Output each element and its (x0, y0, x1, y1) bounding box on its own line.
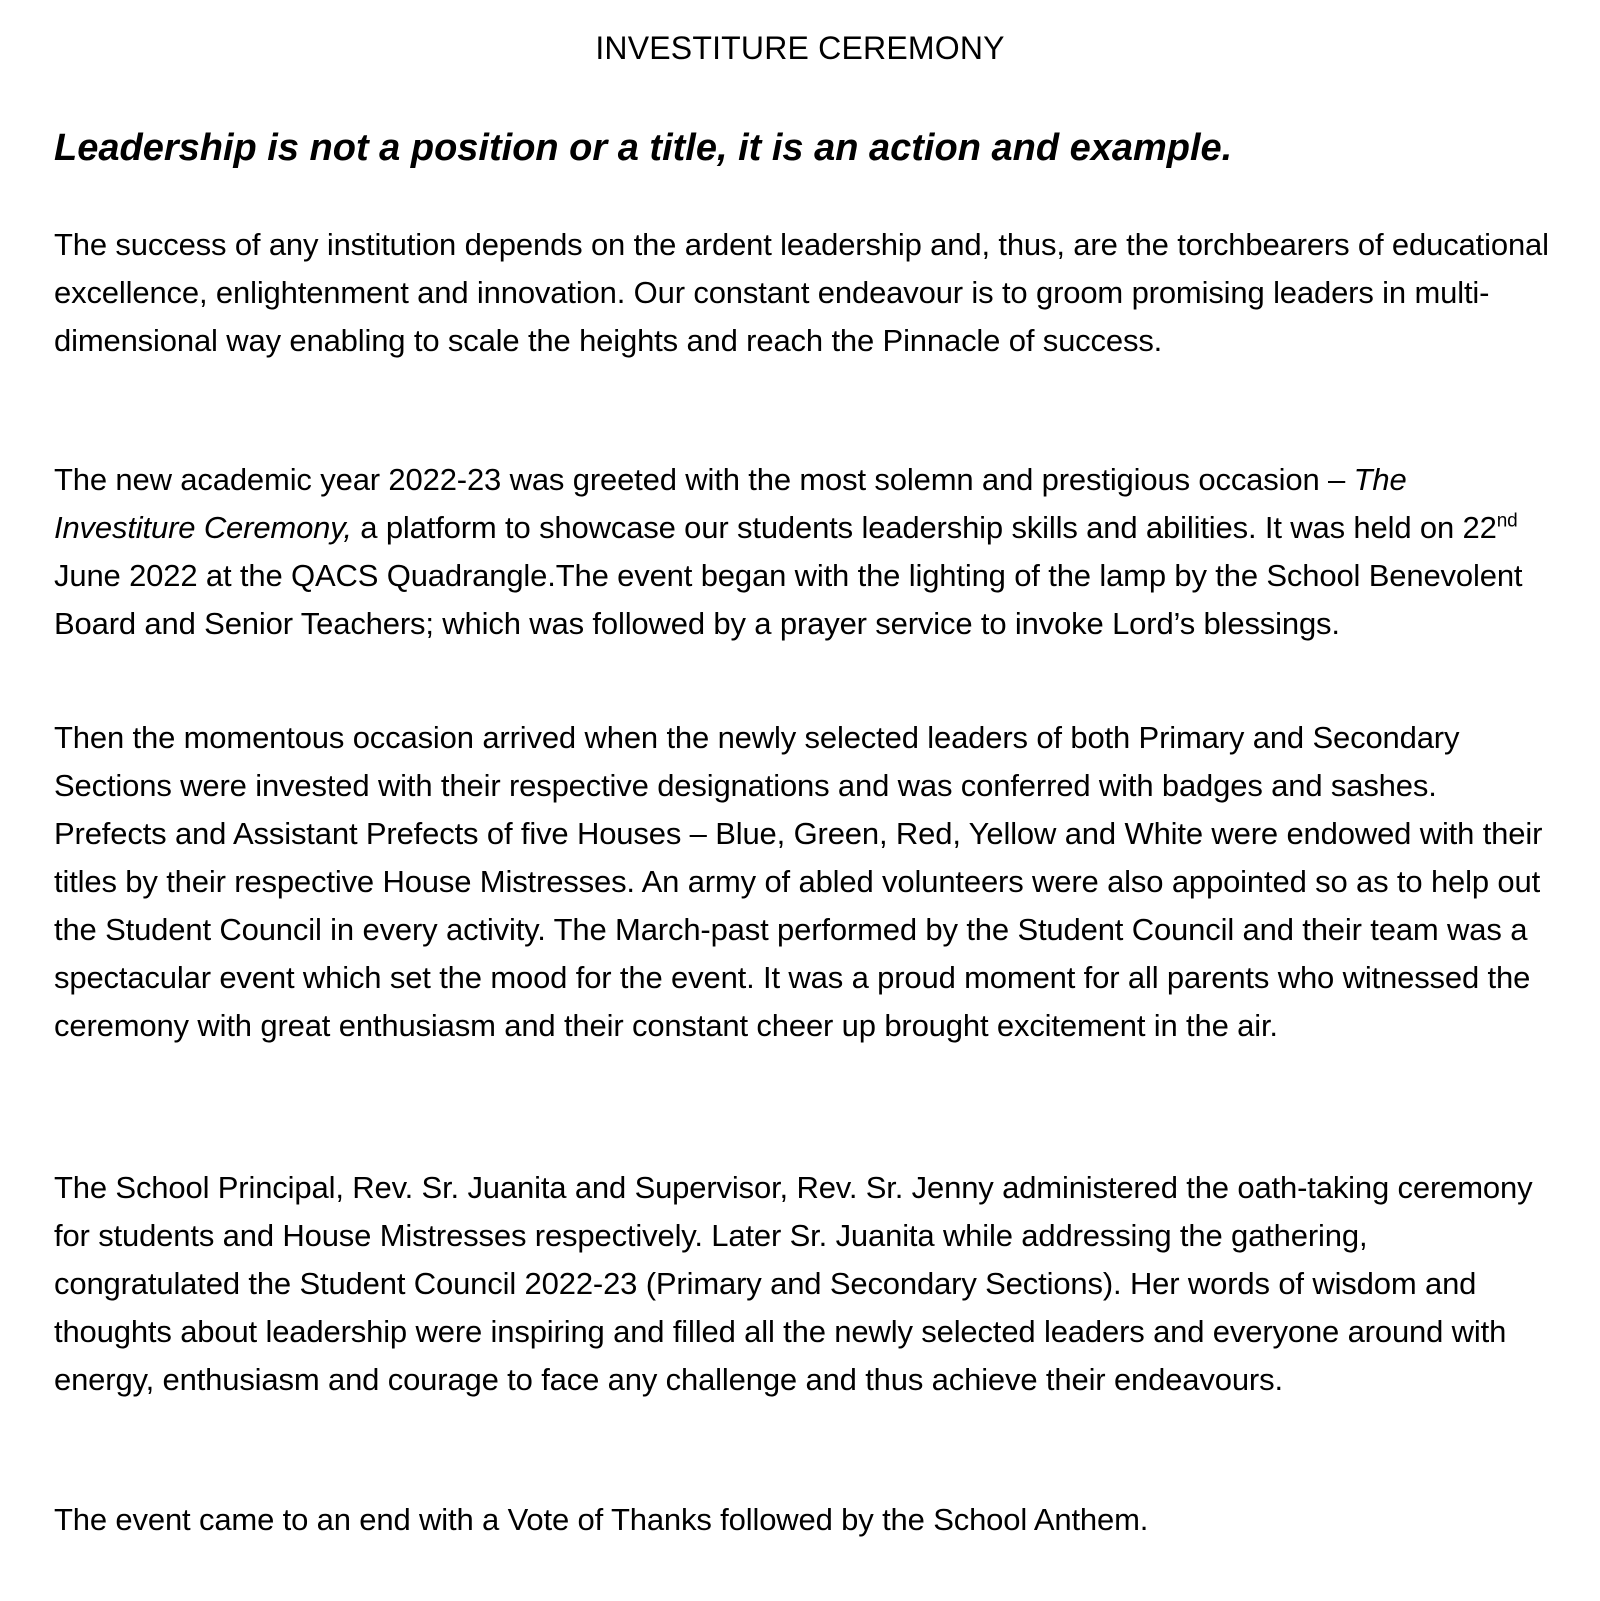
paragraph-conclusion: The event came to an end with a Vote of Thanks followed by the School Anthem. (54, 1502, 1149, 1537)
date-ordinal-superscript: nd (1496, 510, 1518, 532)
document-title: INVESTITURE CEREMONY (595, 30, 1005, 66)
paragraph-ceremony-text-1: The new academic year 2022-23 was greeted with the most solemn and prestigious occasion – (54, 462, 1354, 497)
paragraph-oath-taking: The School Principal, Rev. Sr. Juanita and Supervisor, Rev. Sr. Jenny administered the oath-taking ceremony for students and House Mistresses respectively. Later Sr. Juanita while addressing the gathering, congratulated the Student Council 2022-23 (Primary and Secondary Sections). Her words of wisdom and thoughts about leadership were inspiring and filled all the newly selected leaders and everyone around with energy, enthusiasm and courage to face any challenge and thus achieve their endeavours. (54, 1170, 1533, 1397)
paragraph-ceremony-text-3: June 2022 at the QACS Quadrangle.The event began with the lighting of the lamp by the School Benevolent Board and Senior Teachers; which was followed by a prayer service to invoke Lord’s blessings. (54, 558, 1523, 641)
paragraph-ceremony-details (54, 456, 1554, 648)
ceremony-name-italic: The Investiture Ceremony, (54, 462, 1407, 545)
paragraph-ceremony-text-2: a platform to showcase our students leadership skills and abilities. It was held on 22 (351, 510, 1497, 545)
paragraph-introduction: The success of any institution depends on the ardent leadership and, thus, are the torchbearers of educational excellence, enlightenment and innovation. Our constant endeavour is to groom promising leaders in multi-dimensional way enabling to scale the heights and reach the Pinnacle of success. (54, 227, 1549, 358)
leadership-quote: Leadership is not a position or a title, it is an action and example. (54, 127, 1233, 169)
paragraph-investiture: Then the momentous occasion arrived when the newly selected leaders of both Primary and Secondary Sections were invested with their respective designations and was conferred with badges and sashes. Prefects and Assistant Prefects of five Houses – Blue, Green, Red, Yellow and White were endowed with their titles by their respective House Mistresses. An army of abled volunteers were also appointed so as to help out the Student Council in every activity. The March-past performed by the Student Council and their team was a spectacular event which set the mood for the event. It was a proud moment for all parents who witnessed the ceremony with great enthusiasm and their constant cheer up brought excitement in the air. (54, 720, 1543, 1043)
